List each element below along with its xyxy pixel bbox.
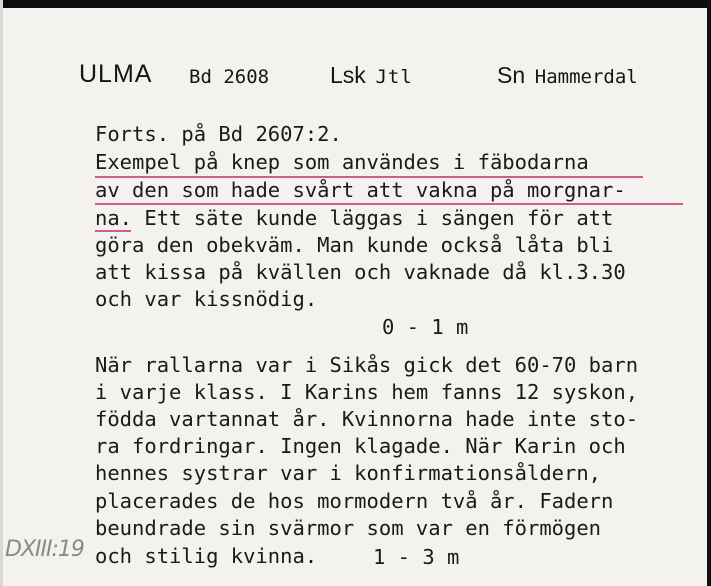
socken-label: Sn [497, 62, 526, 88]
volume-number: Bd 2608 [189, 66, 270, 88]
distance-note: 1 - 3 m [373, 545, 460, 569]
text-line: placerades de hos mormodern två år. Fadern [95, 489, 614, 513]
text-line: beundrade sin svärmor som var en förmögen [95, 516, 602, 540]
text-line: När rallarna var i Sikås gick det 60-70 barn [95, 353, 639, 377]
scan-top-edge [3, 0, 711, 8]
text-line: i varje klass. I Karins hem fanns 12 syskon, [95, 380, 639, 404]
text-line: hennes systrar var i konfirmationsåldern, [95, 461, 602, 485]
landskap-label: Lsk [330, 62, 366, 88]
highlight-underline [95, 230, 131, 232]
socken-field [497, 62, 638, 89]
text-line: na. Ett säte kunde läggas i sängen för att [95, 206, 614, 230]
text-line: och var kissnödig. [95, 287, 318, 311]
text-line: födda vartannat år. Kvinnorna hade inte sto- [95, 407, 639, 431]
text-line: Exempel på knep som användes i fäbodarna [95, 150, 589, 174]
highlight-underline [95, 203, 683, 205]
text-line: av den som hade svårt att vakna på morgnar- [95, 178, 626, 202]
distance-note: 0 - 1 m [382, 315, 469, 339]
text-line: göra den obekväm. Man kunde också låta bli [95, 233, 614, 257]
scan-right-edge [707, 0, 711, 586]
text-line: att kissa på kvällen och vaknade då kl.3.30 [95, 260, 626, 284]
card-title: ULMA [79, 60, 153, 88]
socken-value: Hammerdal [534, 66, 638, 88]
landskap-field [330, 62, 413, 89]
text-line: och stilig kvinna. [95, 544, 318, 568]
text-line: Forts. på Bd 2607:2. [95, 122, 342, 146]
archive-stamp: DXIII:19 [5, 537, 84, 562]
text-line: ra fordringar. Ingen klagade. När Karin och [95, 434, 626, 458]
landskap-value: Jtl [375, 66, 413, 88]
